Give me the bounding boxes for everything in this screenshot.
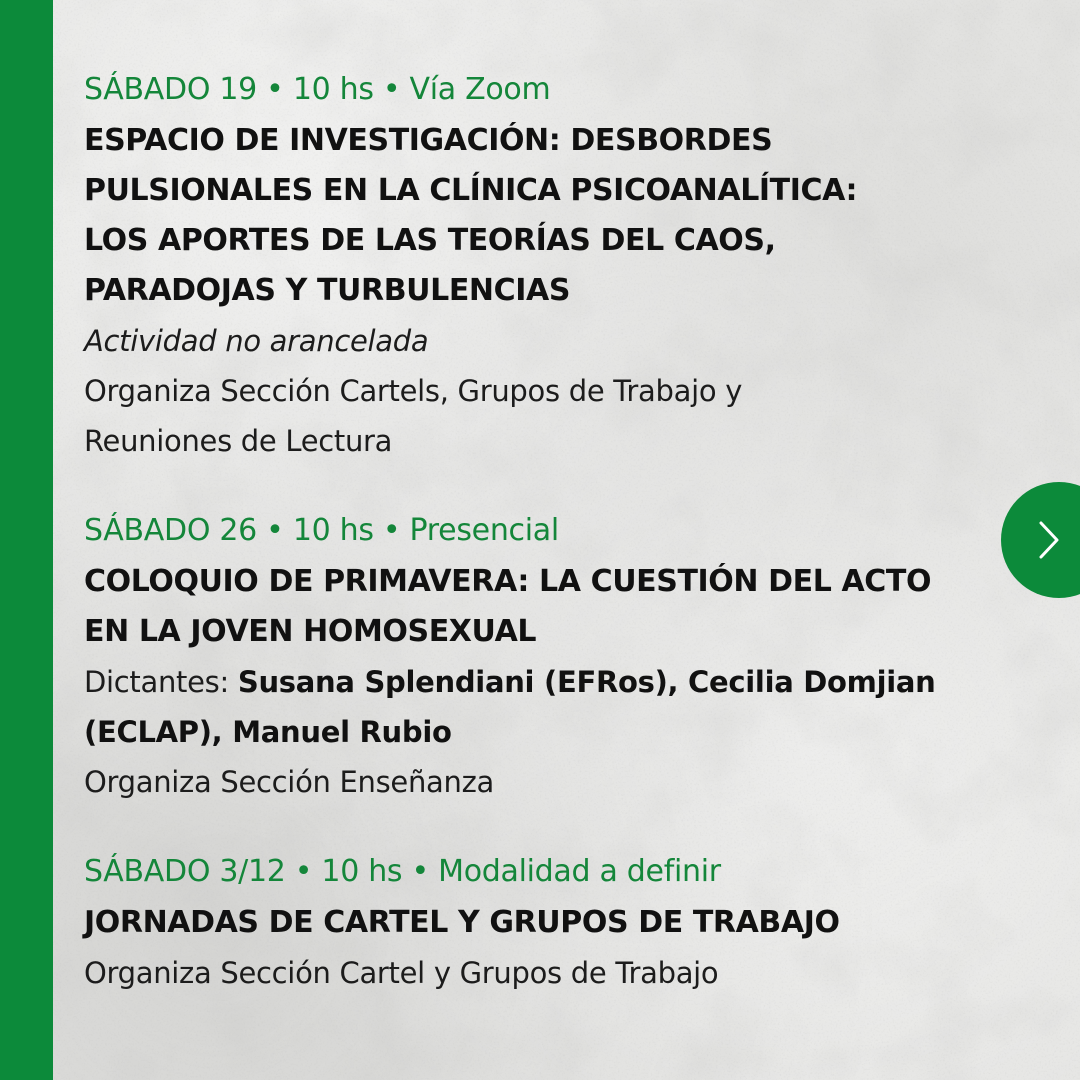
event-title-line: LOS APORTES DE LAS TEORÍAS DEL CAOS, <box>84 223 776 258</box>
speakers-label: Dictantes: <box>84 665 238 699</box>
event-title <box>84 557 1004 657</box>
event-organizer-line: Reuniones de Lectura <box>84 424 393 458</box>
chevron-right-icon <box>1035 520 1063 560</box>
event-title-line: JORNADAS DE CARTEL Y GRUPOS DE TRABAJO <box>84 905 840 940</box>
event-organizer-line: Organiza Sección Cartels, Grupos de Trabajo y <box>84 374 743 408</box>
event-speakers-continued <box>84 707 1004 757</box>
event-date-line: SÁBADO 26 • 10 hs • Presencial <box>84 513 559 548</box>
event-organizer-line: Organiza Sección Cartel y Grupos de Trabajo <box>84 956 719 990</box>
left-accent-bar <box>0 0 53 1080</box>
event-title-line: ESPACIO DE INVESTIGACIÓN: DESBORDES <box>84 123 773 158</box>
event-title-line: COLOQUIO DE PRIMAVERA: LA CUESTIÓN DEL ACTO <box>84 564 932 599</box>
event-title-line: PULSIONALES EN LA CLÍNICA PSICOANALÍTICA: <box>84 173 858 208</box>
event-2 <box>84 509 1004 807</box>
event-organizer-line: Organiza Sección Enseñanza <box>84 765 494 799</box>
next-slide-button[interactable] <box>1001 482 1080 598</box>
event-title <box>84 898 1004 948</box>
events-list <box>84 68 1004 998</box>
event-date-line: SÁBADO 3/12 • 10 hs • Modalidad a definir <box>84 854 721 889</box>
speakers-names: Susana Splendiani (EFRos), Cecilia Domjian <box>237 665 936 699</box>
event-title <box>84 116 1004 316</box>
event-3 <box>84 850 1004 998</box>
event-title-line: PARADOJAS Y TURBULENCIAS <box>84 273 571 308</box>
event-note: Actividad no arancelada <box>84 324 429 358</box>
speakers-names: (ECLAP), Manuel Rubio <box>84 715 452 749</box>
event-date-line: SÁBADO 19 • 10 hs • Vía Zoom <box>84 72 551 107</box>
event-title-line: EN LA JOVEN HOMOSEXUAL <box>84 614 537 649</box>
event-1 <box>84 68 1004 466</box>
event-speakers <box>84 657 1004 707</box>
